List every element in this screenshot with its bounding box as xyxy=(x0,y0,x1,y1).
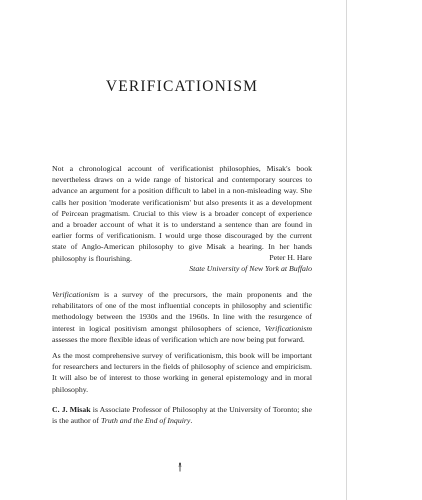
page-title: VERIFICATIONISM xyxy=(105,78,259,95)
author-note xyxy=(52,404,312,426)
publisher-ornament-icon xyxy=(177,462,183,472)
audience-paragraph: As the most comprehensive survey of verificationism, this book will be important for researchers and lecturers in the fields of philosophy of science and empiricism. It will also be of interest to those working in general epistemology and in moral philosophy. xyxy=(52,351,312,394)
author-note-end: . xyxy=(190,416,193,426)
reviewer-affiliation: State University of New York at Buffalo xyxy=(189,264,312,273)
page-edge-rule xyxy=(346,0,347,500)
book-title-italic: Verificationism xyxy=(52,290,100,299)
review-quote: Not a chronological account of verificationist philosophies, Misak's book nevertheless draws on a wide range of historical and contemporary sources to advance an argument for a position difficult to label in a non-misleading way. She calls her position 'moderate verificationism' but also presents it as a development of Peircean pragmatism. Crucial to this view is a broader concept of experience and a broader account of what it is to understand a sentence than are found in earlier forms of verificationism. I would urge those discouraged by the current state of Anglo-American philosophy to give Misak a hearing. In her hands philosophy is flourishing. xyxy=(52,164,312,263)
book-description xyxy=(52,289,312,345)
book-title-italic-inline: Verificationism xyxy=(264,323,312,333)
author-note-text: is Associate Professor of Philosophy at the University of Toronto; she is the author of xyxy=(52,405,312,426)
description-text: is a survey of the precursors, the main proponents and the rehabilitators of one of the most influential concepts in philosophy and scientific methodology between the 1930s and the 1960s. In line with the resurgence of interest in logical positivism amongst philosophers of science, xyxy=(52,290,312,333)
author-book-title: Truth and the End of Inquiry xyxy=(100,416,191,426)
author-name: C. J. Misak xyxy=(52,405,91,414)
description-text-end: assesses the more flexible ideas of verification which are now being put forward. xyxy=(52,334,305,344)
reviewer-name: Peter H. Hare xyxy=(269,253,312,262)
